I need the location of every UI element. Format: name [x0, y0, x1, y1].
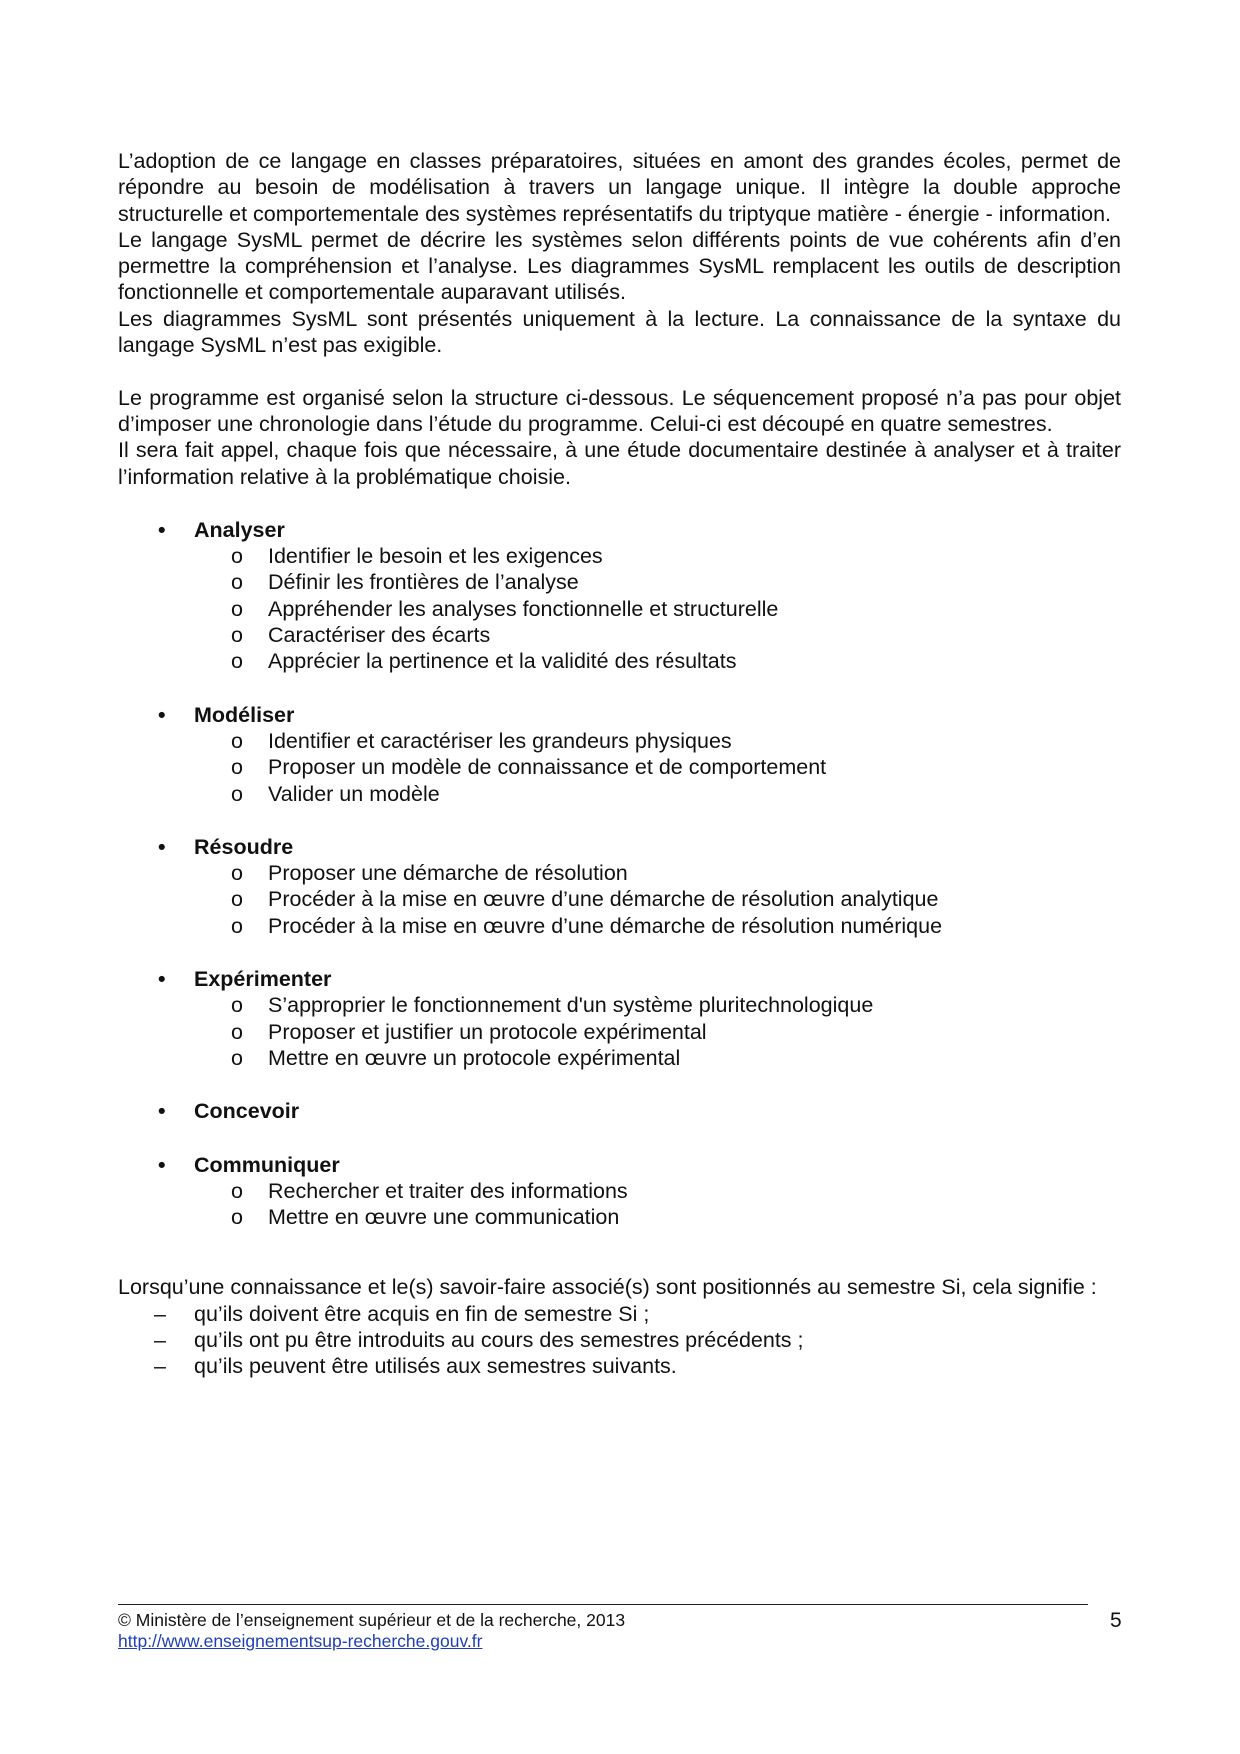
intro-paragraph-1: L’adoption de ce langage en classes préparatoires, situées en amont des grandes écoles, permet de répondre au besoin de modélisation à travers un langage unique. Il intègre la double approche structurelle et comportementale des systèmes représentatifs du triptyque matière - énergie - information.	[118, 149, 1121, 226]
list-item	[118, 781, 1121, 807]
section-heading	[118, 1152, 1121, 1178]
list-item-text: Proposer un modèle de connaissance et de comportement	[268, 755, 827, 780]
list-item-text: qu’ils ont pu être introduits au cours des semestres précédents ;	[194, 1327, 804, 1352]
bullet-marker: •	[158, 834, 166, 859]
bullet-marker: •	[158, 967, 166, 992]
list-item	[118, 569, 1121, 595]
competency-list	[118, 517, 1121, 1231]
list-item-text: Rechercher et traiter des informations	[268, 1178, 628, 1203]
spacer	[118, 358, 1121, 384]
bullet-marker: •	[158, 702, 166, 727]
intro-paragraph-4: Le programme est organisé selon la structure ci-dessous. Le séquencement proposé n’a pas pour objet d’imposer une chronologie dans l’étude du programme. Celui-ci est découpé en quatre semestres.	[118, 385, 1121, 436]
sub-bullet-marker: o	[231, 993, 243, 1018]
sub-bullet-marker: o	[231, 596, 243, 621]
list-item	[118, 1178, 1121, 1204]
section-communiquer	[118, 1152, 1121, 1231]
list-item	[118, 622, 1121, 648]
footer-divider	[118, 1604, 1088, 1605]
section-heading	[118, 517, 1121, 543]
intro-paragraph-3: Les diagrammes SysML sont présentés uniquement à la lecture. La connaissance de la syntaxe du langage SysML n’est pas exigible.	[118, 306, 1121, 358]
bullet-marker: •	[158, 517, 166, 542]
sub-bullet-marker: o	[231, 623, 243, 648]
dash-marker: –	[154, 1301, 166, 1326]
list-item-text: Valider un modèle	[268, 781, 440, 806]
list-item-text: Mettre en œuvre une communication	[268, 1205, 620, 1230]
sub-bullet-marker: o	[231, 649, 243, 674]
list-item	[118, 754, 1121, 780]
list-item-text: Proposer et justifier un protocole expérimental	[268, 1019, 707, 1044]
section-title: Concevoir	[194, 1099, 300, 1124]
list-item-text: Mettre en œuvre un protocole expérimental	[268, 1045, 681, 1070]
list-item	[118, 1019, 1121, 1045]
section-résoudre	[118, 834, 1121, 939]
document-body	[118, 148, 1121, 1380]
list-item	[118, 543, 1121, 569]
list-item-text: Appréhender les analyses fonctionnelle et structurelle	[268, 596, 779, 621]
list-item	[118, 1301, 1121, 1327]
section-expérimenter	[118, 966, 1121, 1071]
page-number: 5	[1110, 1609, 1122, 1632]
list-item	[118, 728, 1121, 754]
list-item	[118, 1353, 1121, 1379]
list-item	[118, 648, 1121, 674]
list-item	[118, 886, 1121, 912]
sub-bullet-marker: o	[231, 1178, 243, 1203]
dash-marker: –	[154, 1354, 166, 1379]
closing-paragraph: Lorsqu’une connaissance et le(s) savoir-faire associé(s) sont positionnés au semestre Si, cela signifie :	[118, 1275, 1097, 1300]
list-item-text: Définir les frontières de l’analyse	[268, 570, 579, 595]
list-item-text: qu’ils doivent être acquis en fin de semestre Si ;	[194, 1301, 650, 1326]
closing-list	[118, 1301, 1121, 1380]
sub-bullet-marker: o	[231, 781, 243, 806]
footer	[118, 1610, 1121, 1652]
section-title: Résoudre	[194, 834, 294, 859]
section-heading	[118, 702, 1121, 728]
list-item-text: Identifier et caractériser les grandeurs physiques	[268, 728, 732, 753]
list-item-text: Apprécier la pertinence et la validité des résultats	[268, 649, 737, 674]
section-modéliser	[118, 702, 1121, 807]
section-heading	[118, 834, 1121, 860]
list-item	[118, 1204, 1121, 1230]
bullet-marker: •	[158, 1152, 166, 1177]
list-item-text: Proposer une démarche de résolution	[268, 861, 628, 886]
list-item-text: Procéder à la mise en œuvre d’une démarche de résolution numérique	[268, 913, 943, 938]
list-item-text: qu’ils peuvent être utilisés aux semestres suivants.	[194, 1354, 677, 1379]
sub-bullet-marker: o	[231, 570, 243, 595]
list-item	[118, 1327, 1121, 1353]
footer-link[interactable]: http://www.enseignementsup-recherche.gouv.fr	[118, 1631, 483, 1651]
sub-bullet-marker: o	[231, 755, 243, 780]
list-item-text: Identifier le besoin et les exigences	[268, 544, 603, 569]
sub-bullet-marker: o	[231, 913, 243, 938]
intro-paragraph-2: Le langage SysML permet de décrire les systèmes selon différents points de vue cohérents afin d’en permettre la compréhension et l’analyse. Les diagrammes SysML remplacent les outils de description fonctionnelle et comportementale auparavant utilisés.	[118, 227, 1121, 305]
list-item-text: Caractériser des écarts	[268, 623, 491, 648]
section-heading	[118, 1098, 1121, 1124]
section-analyser	[118, 517, 1121, 675]
list-item	[118, 596, 1121, 622]
sub-bullet-marker: o	[231, 1019, 243, 1044]
sub-bullet-marker: o	[231, 1205, 243, 1230]
dash-marker: –	[154, 1327, 166, 1352]
section-title: Communiquer	[194, 1152, 340, 1177]
spacer	[118, 1230, 1121, 1274]
bullet-marker: •	[158, 1099, 166, 1124]
intro-paragraph-5: Il sera fait appel, chaque fois que nécessaire, à une étude documentaire destinée à analyser et à traiter l’information relative à la problématique choisie.	[118, 438, 1121, 489]
list-item-text: S’approprier le fonctionnement d'un système pluritechnologique	[268, 993, 874, 1018]
sub-bullet-marker: o	[231, 728, 243, 753]
section-title: Analyser	[194, 517, 285, 542]
footer-copyright: © Ministère de l’enseignement supérieur et de la recherche, 2013	[118, 1610, 626, 1630]
list-item-text: Procéder à la mise en œuvre d’une démarche de résolution analytique	[268, 887, 939, 912]
sub-bullet-marker: o	[231, 887, 243, 912]
list-item	[118, 1045, 1121, 1071]
list-item	[118, 860, 1121, 886]
sub-bullet-marker: o	[231, 861, 243, 886]
list-item	[118, 913, 1121, 939]
sub-bullet-marker: o	[231, 544, 243, 569]
section-heading	[118, 966, 1121, 992]
sub-bullet-marker: o	[231, 1045, 243, 1070]
section-title: Expérimenter	[194, 967, 332, 992]
list-item	[118, 992, 1121, 1018]
section-title: Modéliser	[194, 702, 295, 727]
section-concevoir	[118, 1098, 1121, 1124]
